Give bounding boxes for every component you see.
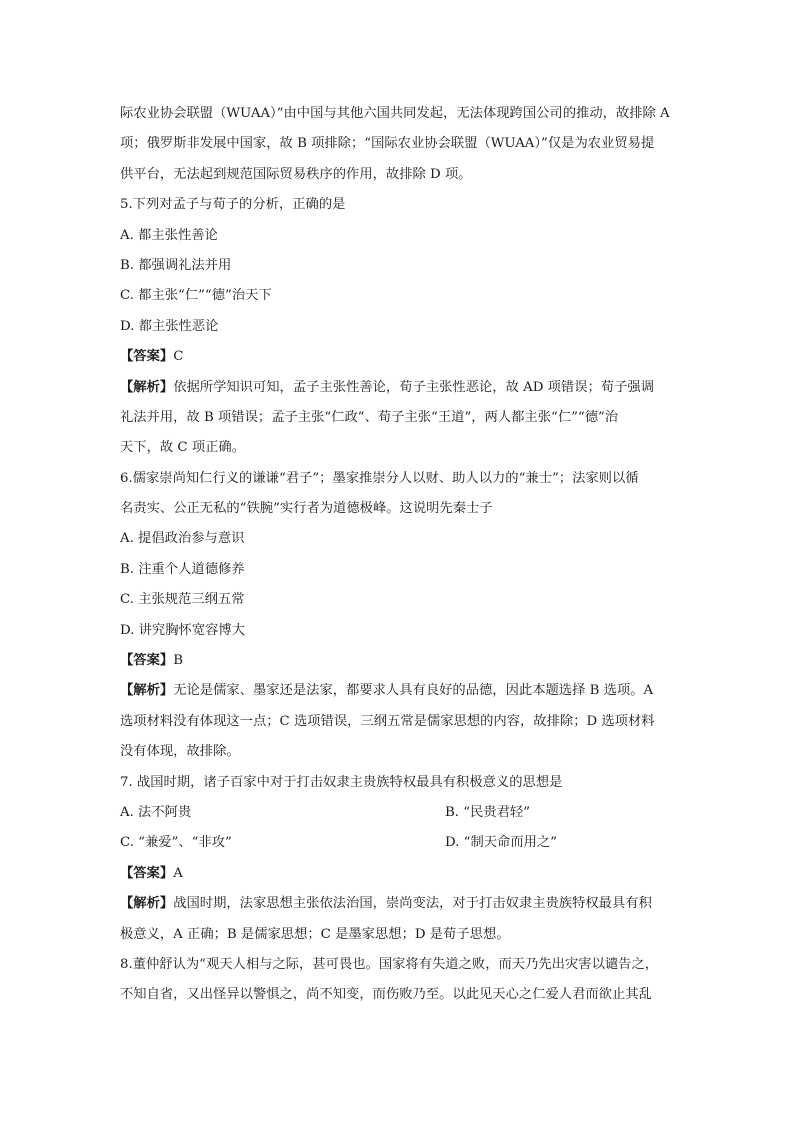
question-6-option-d: D. 讲究胸怀宽容博大 [120,622,246,638]
question-6-analysis-line: 选项材料没有体现这一点；C 选项错误，三纲五常是儒家思想的内容，故排除；D 选项材料 [120,713,655,729]
question-6-answer [120,646,675,676]
question-7-option-c: C. “兼爱”、“非攻” [120,835,232,851]
analysis-label: 【解析】 [120,683,174,699]
paragraph-line: 项；俄罗斯非发展中国家，故 B 项排除；“国际农业协会联盟（WUAA）”仅是为农业贸易提 [120,136,655,152]
question-5-option-d: D. 都主张性恶论 [120,318,219,334]
question-5-option-a: A. 都主张性善论 [120,227,218,243]
question-6-option-a: A. 提倡政治参与意识 [120,531,245,547]
answer-label: 【答案】 [120,653,174,669]
question-7-option-d: D. “制天命而用之” [445,835,558,851]
question-6-analysis-line: 没有体现，故排除。 [120,744,240,760]
question-5-answer [120,342,675,372]
question-5-analysis-line: 礼法并用，故 B 项错误；孟子主张“仁政”、荀子主张“王道”，两人都主张“仁”“德”治 [120,409,619,425]
analysis-text: 战国时期，法家思想主张依法治国，崇尚变法，对于打击奴隶主贵族特权最具有积 [173,896,652,912]
analysis-label: 【解析】 [120,379,174,395]
question-5-analysis-line [120,373,675,403]
question-6-analysis-line [120,676,675,706]
question-5-option-b: B. 都强调礼法并用 [120,257,232,273]
analysis-text: 无论是儒家、墨家还是法家，都要求人具有良好的品德，因此本题选择 B 选项。A [173,683,654,699]
answer-value: C [173,349,184,365]
answer-label: 【答案】 [120,865,174,881]
answer-value: A [173,865,183,881]
answer-label: 【答案】 [120,349,174,365]
question-5-stem: 5.下列对孟子与荀子的分析，正确的是 [120,197,346,213]
analysis-text: 依据所学知识可知，孟子主张性善论，荀子主张性恶论，故 AD 项错误；荀子强调 [173,379,654,395]
question-7-analysis-line [120,889,675,919]
question-8-stem: 8.董仲舒认为“观天人相与之际，甚可畏也。国家将有失道之败，而天乃先出灾害以谴告之， [120,956,659,972]
question-5-option-c: C. 都主张“仁”“德”治天下 [120,288,272,304]
paragraph-line: 供平台，无法起到规范国际贸易秩序的作用，故排除 D 项。 [120,166,472,182]
question-7-options-row [120,798,675,828]
question-6-option-c: C. 主张规范三纲五常 [120,592,245,608]
question-7-options-row [120,828,675,858]
question-6-option-b: B. 注重个人道德修养 [120,561,245,577]
question-7-answer [120,859,675,889]
question-6-stem: 6.儒家崇尚知仁行义的谦谦“君子”；墨家推崇分人以财、助人以力的“兼士”；法家则以循 [120,470,639,486]
question-7-option-b: B. “民贵君轻” [445,804,531,820]
question-8-stem: 不知自省，又出怪异以警惧之，尚不知变，而伤败乃至。以此见天心之仁爱人君而欲止其乱 [120,987,652,1003]
analysis-label: 【解析】 [120,896,174,912]
question-6-stem: 名责实、公正无私的“铁腕”实行者为道德极峰。这说明先秦士子 [120,501,493,517]
document-body [120,99,675,1011]
paragraph-line: 际农业协会联盟（WUAA）”由中国与其他六国共同发起，无法体现跨国公司的推动，故排除 A [120,106,670,121]
question-7-option-a: A. 法不阿贵 [120,804,192,820]
question-7-analysis-line: 极意义，A 正确；B 是儒家思想；C 是墨家思想；D 是荀子思想。 [120,926,510,942]
question-5-analysis-line: 天下，故 C 项正确。 [120,440,246,456]
question-7-stem: 7. 战国时期，诸子百家中对于打击奴隶主贵族特权最具有积极意义的思想是 [120,774,563,790]
answer-value: B [173,653,183,669]
